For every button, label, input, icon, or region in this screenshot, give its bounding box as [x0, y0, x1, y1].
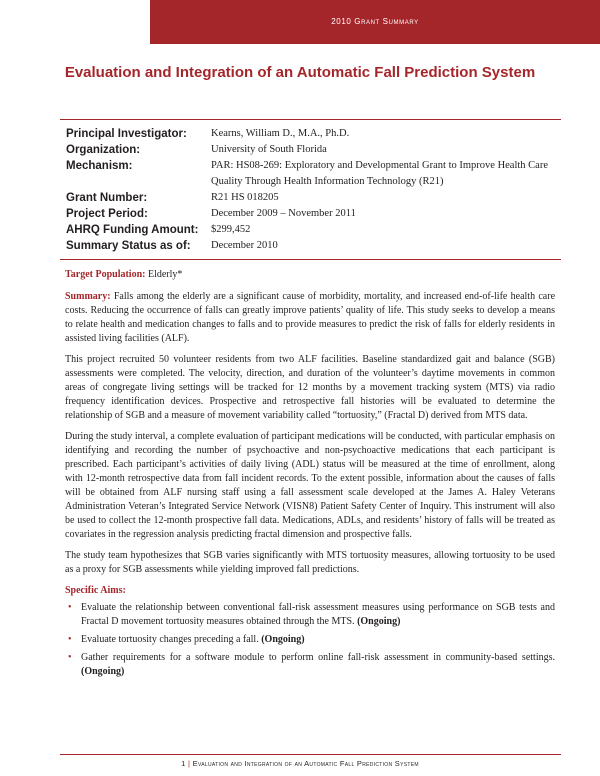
meta-row-funding-amount	[66, 222, 566, 238]
target-population-label: Target Population:	[65, 269, 146, 280]
aim-text: Evaluate tortuosity changes preceding a fall.	[81, 634, 259, 645]
footer-title: Evaluation and Integration of an Automatic Fall Prediction System	[192, 759, 419, 768]
body-paragraph: The study team hypothesizes that SGB varies significantly with MTS tortuosity measures, allowing tortuosity to be used as a proxy for SGB assessments while yielding improved fall predictions.	[65, 550, 555, 575]
meta-label: Summary Status as of:	[66, 240, 191, 252]
summary-label: Summary:	[65, 291, 111, 302]
header-band-text: 2010 Grant Summary	[331, 17, 419, 26]
meta-row-mechanism	[66, 158, 566, 190]
meta-value: R21 HS 018205	[211, 192, 279, 203]
aim-status: (Ongoing)	[357, 616, 401, 627]
meta-row-principal-investigator	[66, 126, 566, 142]
meta-row-project-period	[66, 206, 566, 222]
aim-item	[65, 633, 555, 647]
meta-value: University of South Florida	[211, 144, 327, 155]
meta-value: PAR: HS08-269: Exploratory and Developmental Grant to Improve Health Care Quality Through Health Information Technology (R21)	[211, 160, 548, 187]
body-paragraph: This project recruited 50 volunteer residents from two ALF facilities. Baseline standardized gait and balance (SGB) assessments were completed. The velocity, direction, and duration of the volunteer’s daytime movements in common areas of congregate living settings will be tracked for 12 months by a movement tracking system (MTS) via radio frequency identification devices. Prospective and retrospective fall histories will be evaluated to determine the relationship of SGB and a measure of movement variability called “tortuosity,” (Fractal D) derived from MTS data.	[65, 354, 555, 421]
body-paragraph: During the study interval, a complete evaluation of participant medications will be conducted, with particular emphasis on identifying and recording the number of psychoactive and non-psychoactive medications that each participant is prescribed. Each participant’s activities of daily living (ADL) status will be measured at the time of enrollment, along with 12-month retrospective data from fall incident records. To the extent possible, information about the causes of falls will be obtained from ALF nursing staff using a fall assessment scale developed at the James A. Haley Veterans Administration Veteran’s Integrated Service Network (VISN8) Patient Safety Center of Inquiry. This instrument will also be used to collect the 12-month prospective fall data. Medications, ADLs, and residents’ history of falls will be treated as covariates in the regression analysis predicting fractal dimension and prospective falls.	[65, 431, 555, 540]
meta-row-grant-number	[66, 190, 566, 206]
meta-label: AHRQ Funding Amount:	[66, 224, 199, 236]
aim-text: Gather requirements for a software module to perform online fall-risk assessment in community-based settings.	[81, 652, 555, 663]
meta-row-summary-status	[66, 238, 566, 254]
target-population-value: Elderly*	[147, 269, 183, 280]
meta-value: Kearns, William D., M.A., Ph.D.	[211, 128, 350, 139]
aim-text: Evaluate the relationship between conventional fall-risk assessment measures using performance on SGB tests and Fractal D movement tortuosity measures obtained through the MTS.	[81, 602, 555, 627]
meta-value: December 2010	[211, 240, 278, 251]
summary-paragraph	[65, 290, 555, 346]
meta-label: Grant Number:	[66, 192, 148, 204]
meta-row-organization	[66, 142, 566, 158]
meta-label: Project Period:	[66, 208, 148, 220]
meta-value: $299,452	[211, 224, 251, 235]
header-band	[150, 0, 600, 44]
bullet-icon: •	[68, 652, 72, 663]
specific-aims-list	[65, 601, 555, 679]
meta-label: Principal Investigator:	[66, 128, 187, 140]
page-title: Evaluation and Integration of an Automatic Fall Prediction System	[64, 64, 536, 81]
summary-body	[65, 268, 555, 683]
meta-label: Organization:	[66, 144, 141, 156]
aim-status: (Ongoing)	[81, 666, 125, 677]
aim-item	[65, 651, 555, 679]
divider-middle	[60, 259, 561, 260]
summary-text: Falls among the elderly are a significant cause of morbidity, mortality, and increased end-of-life health care costs. Reducing the occurrence of falls can greatly improve patients’ quality of life. This study seeks to develop a means to relate health and medication changes to falls and to provide measures to predict the risk of falls for elderly residents in assisted living facilities (ALF).	[65, 291, 556, 344]
divider-footer	[60, 754, 561, 755]
specific-aims-heading: Specific Aims:	[65, 585, 126, 596]
bullet-icon: •	[68, 602, 72, 613]
meta-value: December 2009 – November 2011	[211, 208, 356, 219]
footer-separator: |	[188, 759, 191, 768]
aim-item	[65, 601, 555, 629]
aim-status: (Ongoing)	[261, 634, 305, 645]
divider-top	[60, 119, 561, 120]
target-population	[65, 268, 555, 282]
grant-metadata	[66, 126, 566, 254]
meta-label: Mechanism:	[66, 160, 133, 172]
page-number: 1	[181, 759, 186, 768]
bullet-icon: •	[68, 634, 72, 645]
page-footer	[0, 759, 600, 768]
